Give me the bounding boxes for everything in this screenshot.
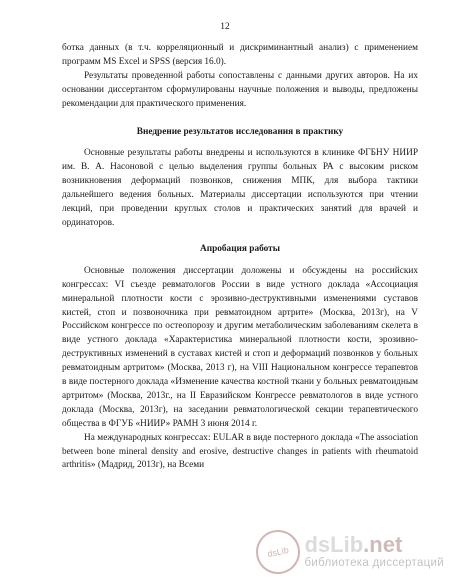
- paragraph-implementation: Основные результаты работы внедрены и используются в клинике ФГБНУ НИИР им. В. А. Насоновой с целью выделения группы больных РА с высоким риском возникновения деформаций позвонков, снижения МПК, для выбора тактики дальнейшего ведения больных. Материалы диссертации используются при чтении лекций, при проведении круглых столов и практических занятий для врачей и ординаторов.: [62, 148, 418, 228]
- watermark-subtitle: библиотека диссертаций: [304, 557, 444, 569]
- paragraph-international-congresses: На международных конгрессах: EULAR в виде постерного доклада «The association between bone mineral density and erosive, destructive changes in patients with rheumatoid arthritis» (Мадрид, 2013г), на Всеми: [62, 432, 418, 471]
- paragraph-results-comparison: Результаты проведенной работы сопоставлены с данными других авторов. На их основании диссертантом сформулированы научные положения и выводы, предложены рекомендации для практического применения.: [62, 70, 418, 109]
- paragraph-russian-congresses: Основные положения диссертации доложены и обсуждены на российских конгрессах: VI съезде ревматологов России в виде устного доклада «Ассоциация минеральной плотности кости с эрозивно-деструктивными изменениями суставов кистей, стоп и позвоночника при ревматоидном артрите» (Москва, 2013г), на V Российском конгрессе по остеопорозу и другим метаболическим заболеваниям скелета в виде устного доклада «Характеристика минеральной плотности кости, эрозивно-деструктивных изменений в суставах кистей и стоп и деформаций позвонков у больных ревматоидным артритом» (Москва, 2013 г), на VIII Национальном конгрессе терапевтов в виде постерного доклада «Изменение качества костной ткани у больных ревматоидным артритом» (Москва, 2013г., на II Евразийском Конгрессе ревматологов в виде устного доклада (Москва, 2013г), на заседании ревматологической секции терапевтического общества в ФГУБ «НИИР» РАМН 3 июня 2014 г.: [62, 265, 418, 429]
- page-number: 12: [220, 22, 230, 32]
- document-body: [62, 42, 418, 473]
- section-heading-implementation: Внедрение результатов исследования в практику: [136, 126, 344, 137]
- watermark-brand: dsLib.net: [304, 532, 403, 557]
- watermark-logo: dsLib: [252, 526, 304, 578]
- paragraph-continuation: ботка данных (в т.ч. корреляционный и дискриминантный анализ) с применением программ MS Excel и SPSS (версия 16.0).: [62, 43, 418, 67]
- watermark: [256, 530, 444, 574]
- section-heading-approbation: Апробация работы: [200, 243, 280, 254]
